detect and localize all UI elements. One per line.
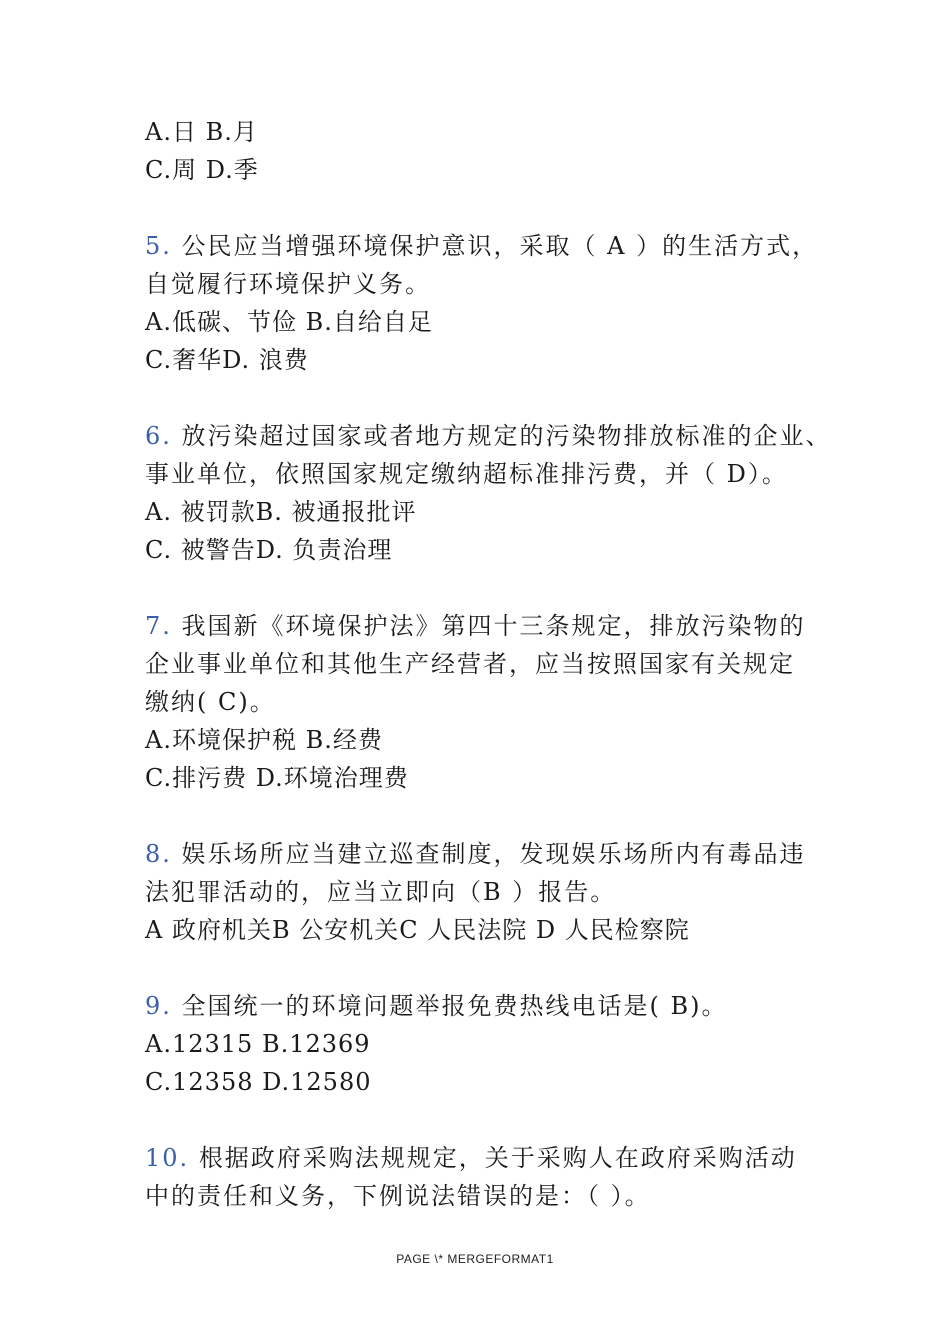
q9-stem-line [145, 987, 835, 1025]
q5-option-line: C.奢华D. 浪费 [145, 346, 309, 374]
q7-stem-text: 我国新《环境保护法》第四十三条规定，排放污染物的 [181, 612, 806, 640]
q7-stem-line: 缴纳( C)。 [145, 688, 276, 716]
q7-option-line: C.排污费 D.环境治理费 [145, 764, 409, 792]
q9-stem-text: 全国统一的环境问题举报免费热线电话是( B)。 [181, 992, 728, 1020]
q8-stem-text: 娱乐场所应当建立巡查制度，发现娱乐场所内有毒品违 [181, 840, 806, 868]
q8-stem-line [145, 835, 835, 873]
q6-number: 6. [145, 422, 172, 450]
q8-stem-line: 法犯罪活动的，应当立即向（B ）报告。 [145, 878, 617, 906]
q8-option-line: A 政府机关B 公安机关C 人民法院 D 人民检察院 [145, 916, 690, 944]
q7-number: 7. [145, 612, 172, 640]
q7-stem-line: 企业事业单位和其他生产经营者，应当按照国家有关规定 [145, 650, 795, 678]
q5-stem-line [145, 227, 835, 265]
q5-stem-line: 自觉履行环境保护义务。 [145, 270, 431, 298]
q4-option-line: A.日 B.月 [145, 118, 258, 146]
q6-option-line: C. 被警告D. 负责治理 [145, 536, 393, 564]
q10-number: 10. [145, 1144, 190, 1172]
q7-option-line: A.环境保护税 B.经费 [145, 726, 383, 754]
q7-stem-line [145, 607, 835, 645]
q9-number: 9. [145, 992, 172, 1020]
q10-stem-line: 中的责任和义务，下例说法错误的是：（ ）。 [145, 1182, 651, 1210]
q5-option-line: A.低碳、节俭 B.自给自足 [145, 308, 433, 336]
q9-option-line: C.12358 D.12580 [145, 1068, 372, 1096]
q10-stem-text: 根据政府采购法规规定，关于采购人在政府采购活动 [198, 1144, 797, 1172]
q6-stem-text: 放污染超过国家或者地方规定的污染物排放标准的企业、 [181, 422, 832, 450]
q6-option-line: A. 被罚款B. 被通报批评 [145, 498, 417, 526]
q6-stem-line [145, 417, 835, 455]
q5-number: 5. [145, 232, 172, 260]
q8-number: 8. [145, 840, 172, 868]
q6-stem-line: 事业单位，依照国家规定缴纳超标准排污费，并（ D）。 [145, 460, 788, 488]
question-list [145, 113, 835, 1215]
page-footer: PAGE \* MERGEFORMAT1 [396, 1252, 554, 1266]
q5-stem-text: 公民应当增强环境保护意识，采取（ A ）的生活方式， [181, 232, 819, 260]
q4-option-line: C.周 D.季 [145, 156, 259, 184]
q9-option-line: A.12315 B.12369 [145, 1030, 371, 1058]
q10-stem-line [145, 1139, 835, 1177]
